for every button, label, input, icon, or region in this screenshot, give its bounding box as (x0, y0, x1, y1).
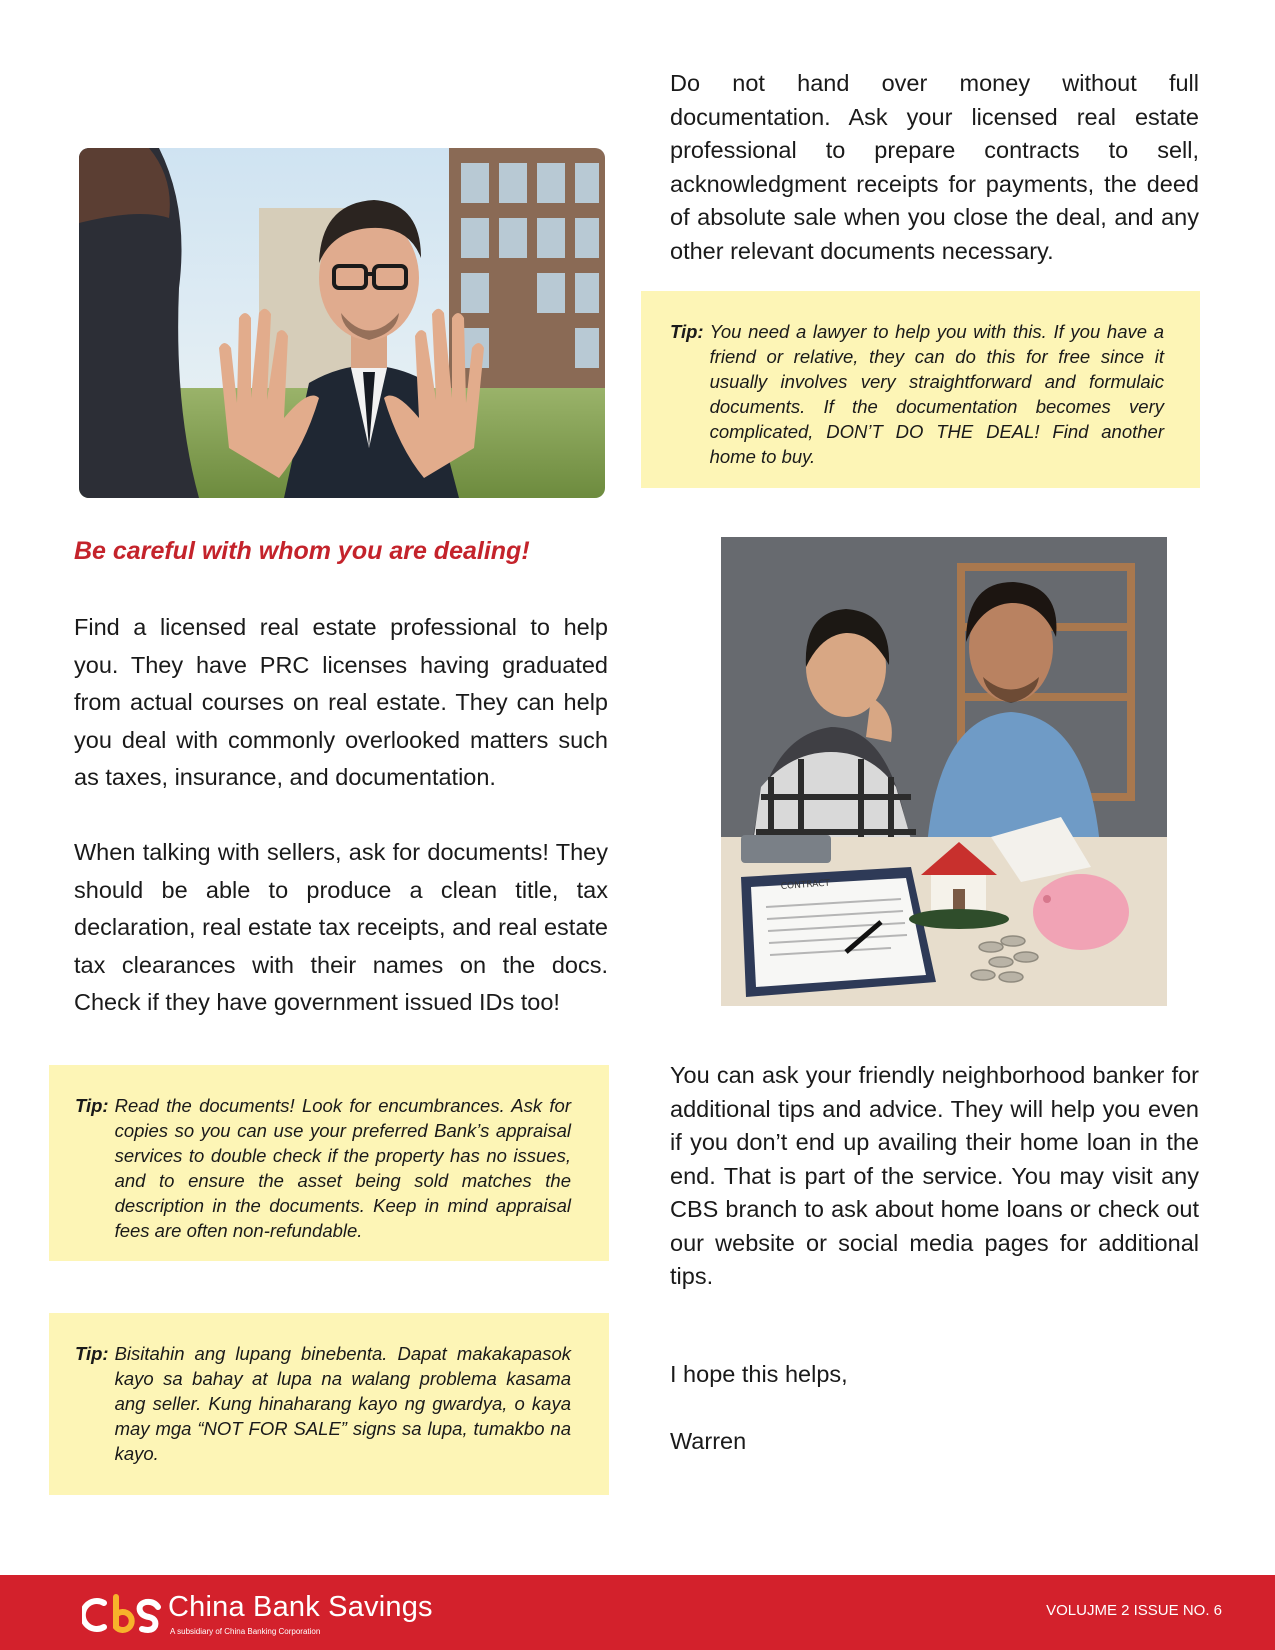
footer-bar (0, 1575, 1275, 1650)
contract-label: CONTRACT (780, 878, 831, 892)
tip-box-visit-property (49, 1313, 609, 1495)
signature: Warren (670, 1428, 747, 1454)
bank-subtitle: A subsidiary of China Banking Corporation (170, 1627, 321, 1636)
section-heading: Be careful with whom you are dealing! (74, 537, 530, 565)
ask-for-documents-paragraph: When talking with sellers, ask for documents! They should be able to produce a clean title, tax declaration, real estate tax receipts, and real estate tax clearances with their names on the docs. Check if they have government issued IDs too! (74, 839, 608, 1015)
closing-line: I hope this helps, (670, 1361, 848, 1387)
couple-reviewing-contract-photo (721, 537, 1167, 1006)
cbs-logo-icon (82, 1593, 164, 1635)
tip-label: Tip: (75, 1095, 109, 1116)
banker-advice-paragraph: You can ask your friendly neighborhood banker for additional tips and advice. They will help you even if you don’t end up availing their home loan in the end. That is part of the service. You may visit any CBS branch to ask about home loans or check out our website or social media pages for additional tips. (670, 1062, 1199, 1289)
tip-text: Read the documents! Look for encumbrances. Ask for copies so you can use your preferred Bank’s appraisal services to double check if the property has no issues, and to ensure the asset being sold matches the description in the documents. Keep in mind appraisal fees are often non-refundable. (114, 1095, 571, 1241)
tip-label: Tip: (75, 1343, 109, 1364)
tip-text: You need a lawyer to help you with this. If you have a friend or relative, they can do this for free since it usually involves very straightforward and formulaic documents. If the documentation becomes very complicated, DON’T DO THE DEAL! Find another home to buy. (709, 321, 1164, 467)
bank-name: China Bank Savings (168, 1591, 433, 1623)
documentation-paragraph: Do not hand over money without full documentation. Ask your licensed real estate professional to prepare contracts to sell, acknowledgment receipts for payments, the deed of absolute sale when you close the deal, and any other relevant documents necessary. (670, 70, 1199, 264)
tip-label: Tip: (670, 321, 704, 342)
tip-box-lawyer (641, 291, 1200, 488)
issue-number: VOLUJME 2 ISSUE NO. 6 (1046, 1602, 1222, 1619)
businessman-stop-gesture-photo (79, 148, 605, 498)
licensed-professional-paragraph: Find a licensed real estate professional to help you. They have PRC licenses having graduated from actual courses on real estate. They can help you deal with commonly overlooked matters such as taxes, insurance, and documentation. (74, 614, 608, 790)
tip-text: Bisitahin ang lupang binebenta. Dapat makakapasok kayo sa bahay at lupa na walang problema kasama ang seller. Kung hinaharang kayo ng gwardya, o kaya may mga “NOT FOR SALE” signs sa lupa, tumakbo na kayo. (114, 1343, 571, 1464)
tip-box-read-documents (49, 1065, 609, 1261)
